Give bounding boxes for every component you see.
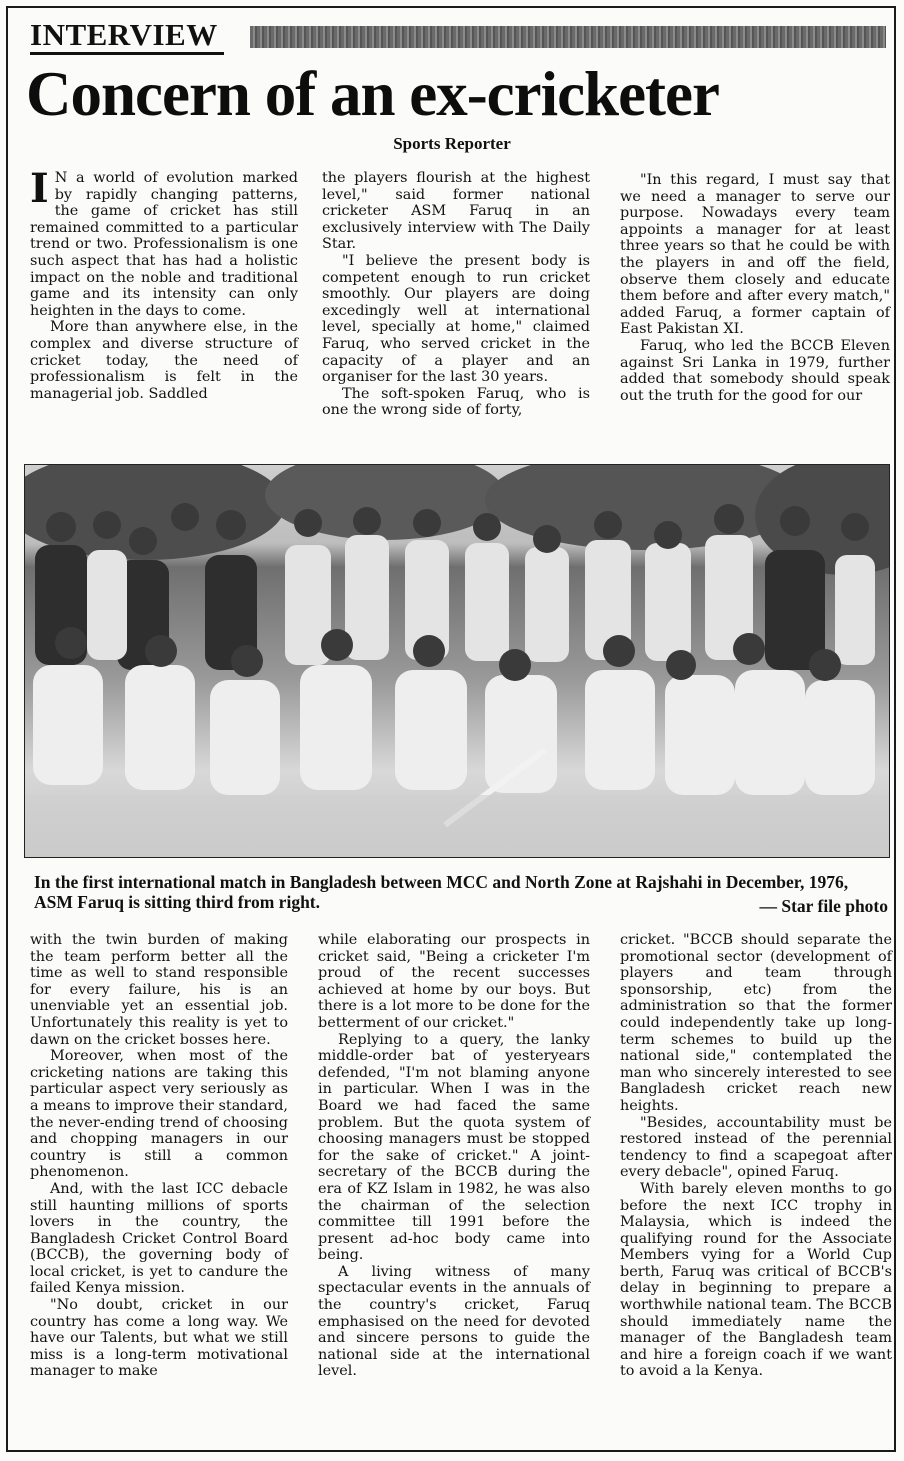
team-photo <box>24 464 890 858</box>
kicker-shaded-bar <box>250 26 886 48</box>
article-paragraph: with the twin burden of making the team perform better all the time as well to stand responsible for every failure, his is an unenviable yet an essential job. Unfortunately this reality is yet to dawn on the cricket bosses here. <box>30 932 288 1048</box>
section-kicker <box>26 18 886 52</box>
article-paragraph: "I believe the present body is competent enough to run cricket smoothly. Our players are doing excedingly well at international level, specially at home," claimed Faruq, who served cricket in the capacity of a player and an organiser for the last 30 years. <box>322 252 590 386</box>
article-paragraph: the players flourish at the highest level," said former national cricketer ASM Faruq in an exclusively interview with The Daily Star. <box>322 170 590 253</box>
top-column-3 <box>620 172 890 404</box>
article-paragraph: And, with the last ICC debacle still haunting millions of sports lovers in the country, the Bangladesh Cricket Control Board (BCCB), the governing body of local cricket, is yet to candure the failed Kenya mission. <box>30 1180 288 1297</box>
article-paragraph: Replying to a query, the lanky middle-order bat of yesteryears defended, "I'm not blaming anyone in particular. When I was in the Board we had faced the same problem. But the quota system of choosing managers must be stopped for the sake of cricket." A joint-secretary of the BCCB during the era of KZ Islam in 1982, he was also the chairman of the selection committee till 1991 before the present ad-hoc body came into being. <box>318 1031 590 1264</box>
article-paragraph: More than anywhere else, in the complex and diverse structure of cricket today, the need of professionalism is felt in the managerial job. Saddled <box>30 319 298 402</box>
article-paragraph: "No doubt, cricket in our country has come a long way. We have our Talents, but what we still miss is a long-term motivational manager to make <box>30 1297 288 1380</box>
article-paragraph: Moreover, when most of the cricketing nations are taking this particular aspect very seriously as a means to improve their standard, the never-ending trend of choosing and chopping managers in our country is still a common phenomenon. <box>30 1048 288 1181</box>
article-paragraph: "In this regard, I must say that we need a manager to serve our purpose. Nowadays every team appoints a manager for at least three years so that he could be with the players in and off the field, observe them closely and educate them before and after every match," added Faruq, a former captain of East Pakistan XI. <box>620 172 890 338</box>
article-paragraph: A living witness of many spectacular events in the annuals of the country's cricket, Faruq emphasised on the need for devoted and sincere persons to guide the national side at the international level. <box>318 1263 590 1380</box>
article-paragraph: Faruq, who led the BCCB Eleven against Sri Lanka in 1979, further added that somebody should speak out the truth for the good for our <box>620 337 890 404</box>
article-paragraph: "Besides, accountability must be restored instead of the perennial tendency to find a scapegoat after every debacle", opined Faruq. <box>620 1114 892 1181</box>
bottom-column-3 <box>620 932 892 1380</box>
headline: Concern of an ex-cricketer <box>26 59 719 129</box>
photo-caption: In the first international match in Bangladesh between MCC and North Zone at Rajshahi in December, 1976, ASM Faruq is sitting third from right. <box>34 872 849 912</box>
article-paragraph: With barely eleven months to go before the next ICC trophy in Malaysia, which is indeed the qualifying round for the Associate Members vying for a World Cup berth, Faruq was critical of BCCB's delay in beginning to prepare a worthwhile national team. The BCCB should immediately name the manager of the Bangladesh team and hire a foreign coach if we want to avoid a la Kenya. <box>620 1180 892 1380</box>
photo-credit: — Star file photo <box>759 896 888 916</box>
team-photo-figures <box>25 465 890 858</box>
article-paragraph: I N a world of evolution marked by rapidly changing patterns, the game of cricket has still remained committed to a particular trend or two. Professionalism is one such aspect that has had a holistic impact on the noble and traditional game and its intensity can only heighten in the days to come. <box>30 165 298 319</box>
drop-cap: I <box>30 165 49 212</box>
top-column-1 <box>30 165 298 402</box>
article-paragraph: while elaborating our prospects in cricket said, "Being a cricketer I'm proud of the recent successes achieved at home by our boys. But there is a lot more to be done for the betterment of our cricket." <box>318 932 590 1031</box>
bottom-column-1 <box>30 932 288 1380</box>
article-paragraph: cricket. "BCCB should separate the promotional sector (development of players and team through sponsorship, etc) from the administration so that the former could independently take up long-term schemes to build up the national side," contemplated the man who sincerely interested to see Bangladesh cricket reach new heights. <box>620 932 892 1114</box>
byline: Sports Reporter <box>393 134 511 153</box>
top-column-2 <box>322 170 590 419</box>
article-paragraph: The soft-spoken Faruq, who is one the wrong side of forty, <box>322 385 590 419</box>
kicker-label: INTERVIEW <box>30 18 224 55</box>
bottom-column-2 <box>318 932 590 1380</box>
